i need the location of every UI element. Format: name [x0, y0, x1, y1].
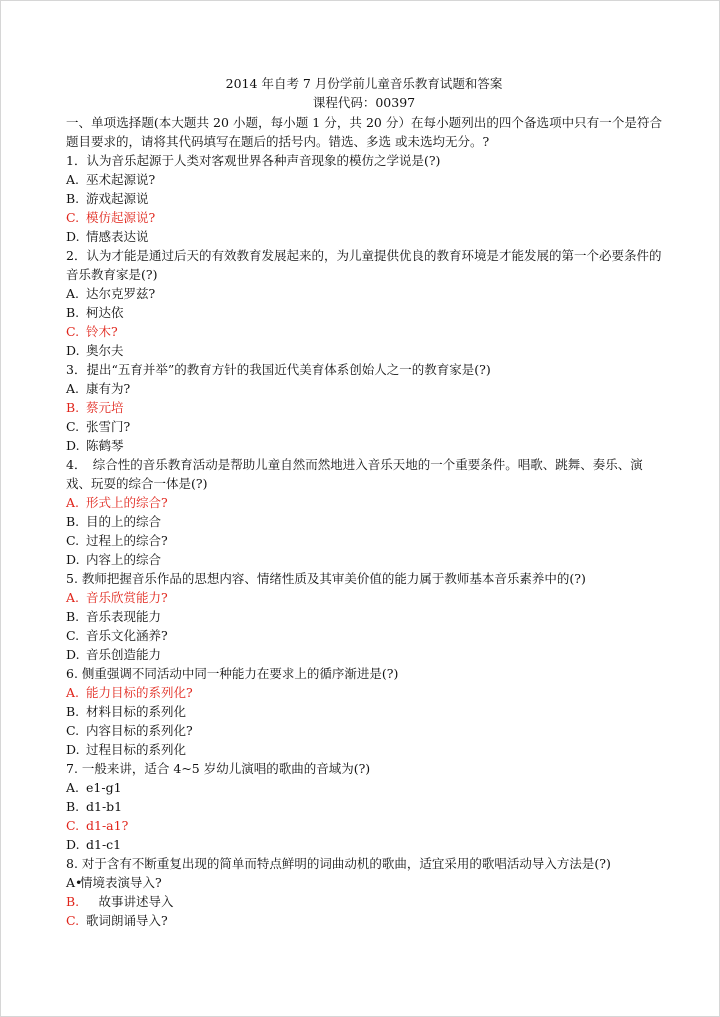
- question-stem: 2．认为才能是通过后天的有效教育发展起来的，为儿童提供优良的教育环境是才能发展的第一个必要条件的音乐教育家是(?): [66, 248, 662, 282]
- option-text: 情感表达说: [86, 229, 149, 244]
- question-stem: 7. 一般来讲，适合 4~5 岁幼儿演唱的歌曲的音域为(?): [66, 761, 371, 776]
- question-stem: 5. 教师把握音乐作品的思想内容、情绪性质及其审美价值的能力属于教师基本音乐素养中的(?): [66, 571, 586, 586]
- option-label: D.: [66, 343, 80, 358]
- option-text: 材料目标的系列化: [86, 704, 187, 719]
- option-row: [66, 227, 662, 246]
- option-row: [66, 303, 662, 322]
- option-row: [66, 398, 662, 417]
- option-row: [66, 512, 662, 531]
- option-row: [66, 436, 662, 455]
- option-text-answer: 蔡元培: [86, 400, 124, 415]
- option-label: A.: [66, 495, 80, 510]
- section-instructions: 一、单项选择题(本大题共 20 小题，每小题 1 分，共 20 分）在每小题列出的四个备选项中只有一个是符合题目要求的，请将其代码填写在题后的括号内。错选、多选 或未选均无分。?: [66, 115, 662, 149]
- option-row: [66, 322, 662, 341]
- option-text: 音乐创造能力: [86, 647, 162, 662]
- option-text: 游戏起源说: [86, 191, 149, 206]
- option-row: [66, 797, 662, 816]
- option-row: [66, 721, 662, 740]
- option-text: 巫术起源说?: [86, 172, 156, 187]
- option-text: 达尔克罗兹?: [86, 286, 156, 301]
- option-label: D.: [66, 229, 80, 244]
- option-row: [66, 588, 662, 607]
- option-row: [66, 835, 662, 854]
- option-label: A.: [66, 780, 80, 795]
- option-row: [66, 379, 662, 398]
- option-text: 歌词朗诵导入?: [86, 913, 168, 928]
- option-row: [66, 626, 662, 645]
- option-text: 内容目标的系列化?: [86, 723, 193, 738]
- option-text: 陈鹤琴: [86, 438, 124, 453]
- option-label: D.: [66, 552, 80, 567]
- option-row: [66, 645, 662, 664]
- option-text: 音乐表现能力: [86, 609, 162, 624]
- option-label: A.: [66, 590, 80, 605]
- option-row: [66, 740, 662, 759]
- question-stem: 6. 侧重强调不同活动中同一种能力在要求上的循序渐进是(?): [66, 666, 399, 681]
- document-title: 2014 年自考 7 月份学前儿童音乐教育试题和答案: [225, 76, 503, 91]
- option-label: C.: [66, 533, 80, 548]
- option-row: [66, 417, 662, 436]
- option-row: [66, 341, 662, 360]
- option-row: [66, 189, 662, 208]
- question-stem: 3．提出“五育并举”的教育方针的我国近代美育体系创始人之一的教育家是(?): [66, 362, 491, 377]
- option-text: 康有为?: [86, 381, 131, 396]
- option-label: C.: [66, 723, 80, 738]
- option-label: A.: [66, 685, 80, 700]
- option-label: D.: [66, 438, 80, 453]
- option-label: D.: [66, 837, 80, 852]
- option-text: e1-g1: [86, 780, 122, 795]
- option-label: B.: [66, 514, 80, 529]
- option-text: 奥尔夫: [86, 343, 124, 358]
- question-stem: 8. 对于含有不断重复出现的简单而特点鲜明的词曲动机的歌曲，适宜采用的歌唱活动导入方法是(?): [66, 856, 611, 871]
- option-row: [66, 531, 662, 550]
- question-list: [66, 151, 662, 930]
- option-text-answer: 模仿起源说?: [86, 210, 156, 225]
- option-row: [66, 702, 662, 721]
- option-row: [66, 284, 662, 303]
- option-label: D.: [66, 742, 80, 757]
- option-row: [66, 892, 662, 911]
- option-text: d1-b1: [86, 799, 123, 814]
- option-row: [66, 911, 662, 930]
- option-text: 音乐文化涵养?: [86, 628, 168, 643]
- option-label: A.: [66, 172, 80, 187]
- option-label: C.: [66, 818, 80, 833]
- option-text-answer: 铃木?: [86, 324, 118, 339]
- option-text: 内容上的综合: [86, 552, 162, 567]
- document-body: [66, 74, 662, 930]
- option-label: C.: [66, 419, 80, 434]
- option-label: B.: [66, 799, 80, 814]
- option-text: 情境表演导入?: [80, 875, 162, 890]
- option-label: C.: [66, 628, 80, 643]
- option-text: d1-c1: [86, 837, 122, 852]
- option-label: C.: [66, 324, 80, 339]
- option-label: B.: [66, 704, 80, 719]
- option-label: A.: [66, 381, 80, 396]
- option-text: 过程上的综合?: [86, 533, 168, 548]
- option-text: 目的上的综合: [86, 514, 162, 529]
- option-text: 故事讲述导入: [86, 894, 174, 909]
- option-text: 过程目标的系列化: [86, 742, 187, 757]
- option-label: C.: [66, 210, 80, 225]
- option-row: [66, 873, 662, 892]
- option-row: [66, 170, 662, 189]
- option-label: B.: [66, 191, 80, 206]
- course-code: 课程代码：00397: [312, 95, 416, 110]
- option-label: B.: [66, 400, 80, 415]
- option-row: [66, 607, 662, 626]
- option-text-answer: 能力目标的系列化?: [86, 685, 193, 700]
- option-label: B.: [66, 609, 80, 624]
- option-text: 柯达依: [86, 305, 124, 320]
- question-stem: 1．认为音乐起源于人类对客观世界各种声音现象的模仿之学说是(?): [66, 153, 441, 168]
- question-stem: 4． 综合性的音乐教育活动是帮助儿童自然而然地进入音乐天地的一个重要条件。唱歌、跳舞、奏乐、演 戏、玩耍的综合一体是(?): [66, 457, 643, 491]
- option-label: A•: [66, 875, 83, 890]
- option-text-answer: 音乐欣赏能力?: [86, 590, 168, 605]
- option-row: [66, 550, 662, 569]
- option-row: [66, 493, 662, 512]
- option-row: [66, 208, 662, 227]
- option-row: [66, 816, 662, 835]
- option-row: [66, 778, 662, 797]
- option-label: B.: [66, 305, 80, 320]
- option-label: B.: [66, 894, 80, 909]
- option-text-answer: 形式上的综合?: [86, 495, 168, 510]
- option-label: A.: [66, 286, 80, 301]
- option-label: C.: [66, 913, 80, 928]
- option-text-answer: d1-a1?: [86, 818, 129, 833]
- option-row: [66, 683, 662, 702]
- option-label: D.: [66, 647, 80, 662]
- option-text: 张雪门?: [86, 419, 131, 434]
